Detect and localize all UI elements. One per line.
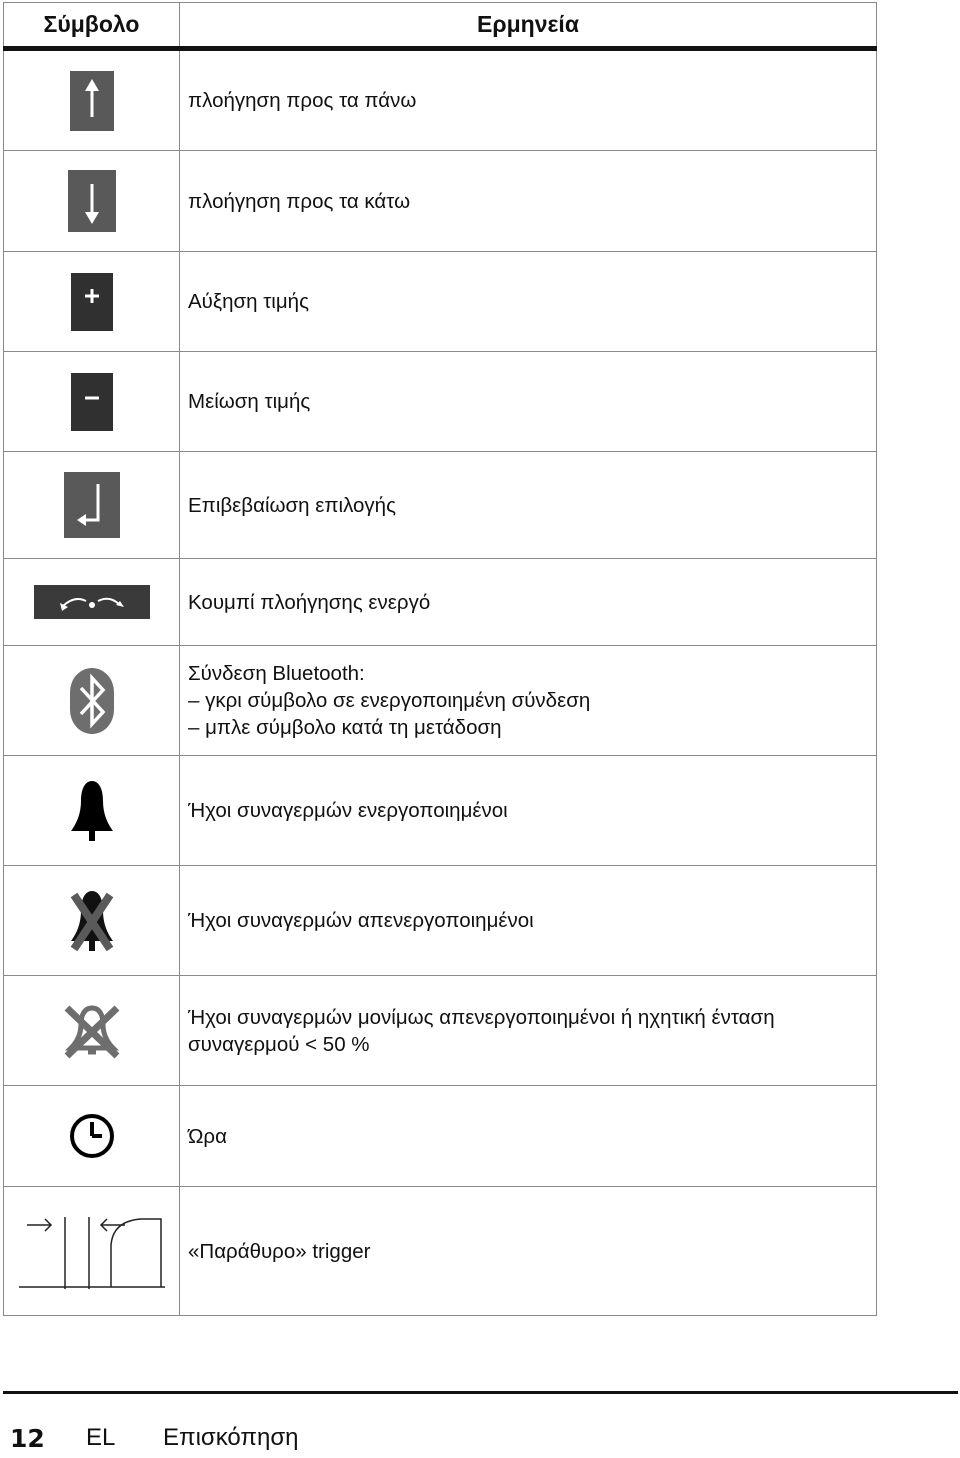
table-row xyxy=(4,646,877,756)
arrow-down-icon xyxy=(68,170,116,232)
row-text: «Παράθυρο» trigger xyxy=(180,1187,877,1316)
row-text: Ώρα xyxy=(180,1086,877,1187)
row-text: Κουμπί πλοήγησης ενεργό xyxy=(180,559,877,646)
row-text: πλοήγηση προς τα πάνω xyxy=(180,49,877,151)
trigger-window-icon xyxy=(17,1209,167,1293)
row-text: Επιβεβαίωση επιλογής xyxy=(180,452,877,559)
table-row xyxy=(4,1086,877,1187)
navigation-active-icon xyxy=(34,585,150,619)
enter-icon xyxy=(64,472,120,538)
row-text: Μείωση τιμής xyxy=(180,352,877,452)
table-row xyxy=(4,151,877,252)
plus-icon xyxy=(71,273,113,331)
section-title: Επισκόπηση xyxy=(163,1424,299,1451)
clock-icon xyxy=(68,1109,116,1163)
table-row xyxy=(4,452,877,559)
row-text: Αύξηση τιμής xyxy=(180,252,877,352)
table-header-row xyxy=(4,3,877,49)
header-meaning: Ερμηνεία xyxy=(180,3,877,49)
page-number: 12 xyxy=(10,1424,45,1453)
arrow-up-icon xyxy=(70,71,114,131)
row-text: Ήχοι συναγερμών μονίμως απενεργοποιημένοι ή ηχητική ένταση συναγερμού < 50 % xyxy=(180,976,877,1086)
bluetooth-icon xyxy=(68,668,116,734)
table-row xyxy=(4,352,877,452)
footer-divider xyxy=(3,1391,958,1394)
language-code: EL xyxy=(86,1424,116,1451)
table-row xyxy=(4,976,877,1086)
row-text: Σύνδεση Bluetooth: – γκρι σύμβολο σε ενεργοποιημένη σύνδεση – μπλε σύμβολο κατά τη μετάδοση xyxy=(180,646,877,756)
table-row xyxy=(4,866,877,976)
table-row xyxy=(4,756,877,866)
bell-crossed-icon xyxy=(68,889,116,953)
header-symbol: Σύμβολο xyxy=(4,3,180,49)
bell-icon xyxy=(69,779,115,843)
row-text: Ήχοι συναγερμών ενεργοποιημένοι xyxy=(180,756,877,866)
row-text: πλοήγηση προς τα κάτω xyxy=(180,151,877,252)
symbol-legend-table xyxy=(3,2,877,1316)
minus-icon xyxy=(71,373,113,431)
table-row xyxy=(4,49,877,151)
table-row xyxy=(4,559,877,646)
table-row xyxy=(4,252,877,352)
table-row xyxy=(4,1187,877,1316)
row-text: Ήχοι συναγερμών απενεργοποιημένοι xyxy=(180,866,877,976)
bell-outline-crossed-icon xyxy=(63,1002,121,1060)
